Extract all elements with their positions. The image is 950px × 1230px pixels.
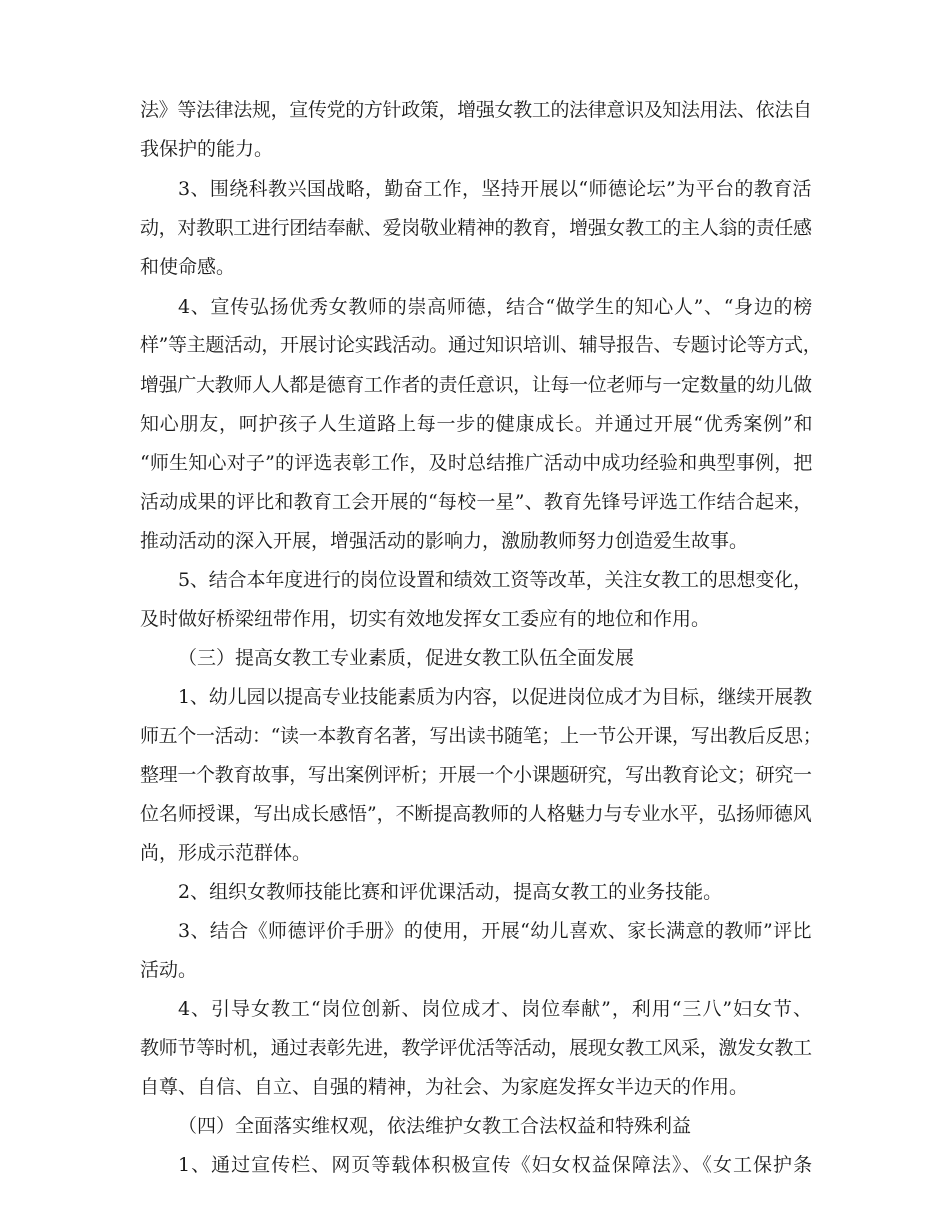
text-line: 增强广大教师人人都是德育工作者的责任意识，让每一位老师与一定数量的幼儿做: [140, 374, 812, 396]
text-line: 推动活动的深入开展，增强活动的影响力，激励教师努力创造爱生故事。: [140, 530, 749, 552]
text-line: 活动。: [140, 959, 198, 981]
text-line: （三）提高女教工专业素质，促进女教工队伍全面发展: [178, 647, 635, 669]
text-line: 知心朋友，呵护孩子人生道路上每一步的健康成长。并通过开展“优秀案例”和: [140, 413, 814, 435]
text-line: （四）全面落实维权观，依法维护女教工合法权益和特殊利益: [178, 1115, 692, 1137]
text-line: 整理一个教育故事，写出案例评析；开展一个小课题研究，写出教育论文；研究一: [140, 764, 812, 786]
text-line: 活动成果的评比和教育工会开展的“每校一星”、教育先锋号评选工作结合起来，: [140, 491, 813, 513]
text-line: 和使命感。: [140, 256, 236, 278]
text-line: 3、围绕科教兴国战略，勤奋工作，坚持开展以“师德论坛”为平台的教育活: [178, 178, 812, 200]
text-line: 3、结合《师德评价手册》的使用，开展“幼儿喜欢、家长满意的教师”评比: [178, 920, 812, 942]
text-line: 动，对教职工进行团结奉献、爱岗敬业精神的教育，增强女教工的主人翁的责任感: [140, 217, 812, 239]
text-line: 我保护的能力。: [140, 138, 274, 160]
text-line: 4、宣传弘扬优秀女教师的崇高师德，结合“做学生的知心人”、“身边的榜: [178, 296, 813, 318]
text-line: 样”等主题活动，开展讨论实践活动。通过知识培训、辅导报告、专题讨论等方式，: [140, 334, 822, 356]
text-line: 5、结合本年度进行的岗位设置和绩效工资等改革，关注女教工的思想变化，: [178, 569, 812, 591]
text-line: 位名师授课，写出成长感悟”，不断提高教师的人格魅力与专业水平，弘扬师德风: [140, 803, 812, 825]
text-line: 1、幼儿园以提高专业技能素质为内容，以促进岗位成才为目标，继续开展教: [178, 686, 812, 708]
text-line: 法》等法律法规，宣传党的方针政策，增强女教工的法律意识及知法用法、依法自: [140, 99, 812, 121]
text-line: 尚，形成示范群体。: [140, 842, 312, 864]
text-line: 4、引导女教工“岗位创新、岗位成才、岗位奉献”，利用“三八”妇女节、: [178, 998, 813, 1020]
text-line: 教师节等时机，通过表彰先进，教学评优活等活动，展现女教工风采，激发女教工: [140, 1037, 812, 1059]
text-line: “师生知心对子”的评选表彰工作，及时总结推广活动中成功经验和典型事例，把: [140, 452, 813, 474]
text-line: 及时做好桥梁纽带作用，切实有效地发挥女工委应有的地位和作用。: [140, 608, 711, 630]
text-line: 师五个一活动：“读一本教育名著，写出读书随笔；上一节公开课，写出教后反思；: [140, 725, 822, 747]
text-line: 2、组织女教师技能比赛和评优课活动，提高女教工的业务技能。: [178, 881, 723, 903]
text-line: 1、通过宣传栏、网页等载体积极宣传《妇女权益保障法》、《女工保护条: [178, 1154, 814, 1176]
text-line: 自尊、自信、自立、自强的精神，为社会、为家庭发挥女半边天的作用。: [140, 1076, 749, 1098]
